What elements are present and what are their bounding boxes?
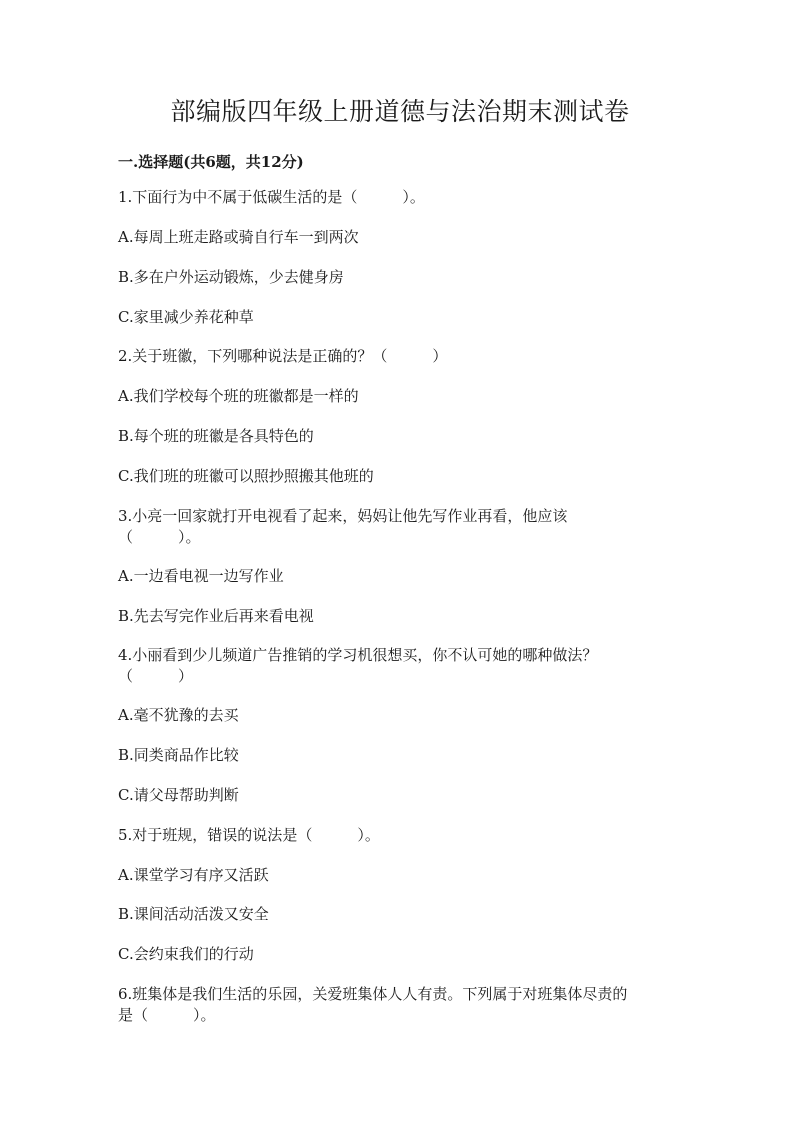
question-2-option-c: C.我们班的班徽可以照抄照搬其他班的: [118, 467, 374, 485]
question-5-option-b: B.课间活动活泼又安全: [118, 905, 269, 923]
question-4-stem-line1: 4.小丽看到少儿频道广告推销的学习机很想买，你不认可她的哪种做法？: [118, 646, 598, 664]
question-1-option-c: C.家里减少养花种草: [118, 308, 254, 326]
question-4-option-c: C.请父母帮助判断: [118, 786, 239, 804]
question-2-option-b: B.每个班的班徽是各具特色的: [118, 427, 314, 445]
question-4-option-b: B.同类商品作比较: [118, 746, 239, 764]
question-4-stem-line2: （ ）: [118, 667, 194, 685]
question-1-option-b: B.多在户外运动锻炼，少去健身房: [118, 268, 344, 286]
question-2-stem: 2.关于班徽，下列哪种说法是正确的？（ ）: [118, 347, 448, 365]
question-4-option-a: A.毫不犹豫的去买: [118, 706, 239, 724]
question-5-stem: 5.对于班规，错误的说法是（ ）。: [118, 826, 380, 844]
section-heading: 一.选择题(共6题，共12分): [118, 153, 304, 171]
question-6-stem-line1: 6.班集体是我们生活的乐园，关爱班集体人人有责。下列属于对班集体尽责的: [118, 985, 628, 1003]
question-1-option-a: A.每周上班走路或骑自行车一到两次: [118, 228, 359, 246]
question-2-option-a: A.我们学校每个班的班徽都是一样的: [118, 387, 359, 405]
question-1-stem: 1.下面行为中不属于低碳生活的是（ ）。: [118, 188, 425, 206]
page-title: 部编版四年级上册道德与法治期末测试卷: [170, 97, 630, 126]
question-3-stem-line1: 3.小亮一回家就打开电视看了起来，妈妈让他先写作业再看，他应该: [118, 507, 568, 525]
question-3-option-a: A.一边看电视一边写作业: [118, 567, 284, 585]
question-5-option-c: C.会约束我们的行动: [118, 945, 254, 963]
question-3-option-b: B.先去写完作业后再来看电视: [118, 607, 314, 625]
question-3-stem-line2: （ ）。: [118, 528, 201, 546]
question-6-stem-line2: 是（ ）。: [118, 1006, 216, 1024]
question-5-option-a: A.课堂学习有序又活跃: [118, 866, 269, 884]
